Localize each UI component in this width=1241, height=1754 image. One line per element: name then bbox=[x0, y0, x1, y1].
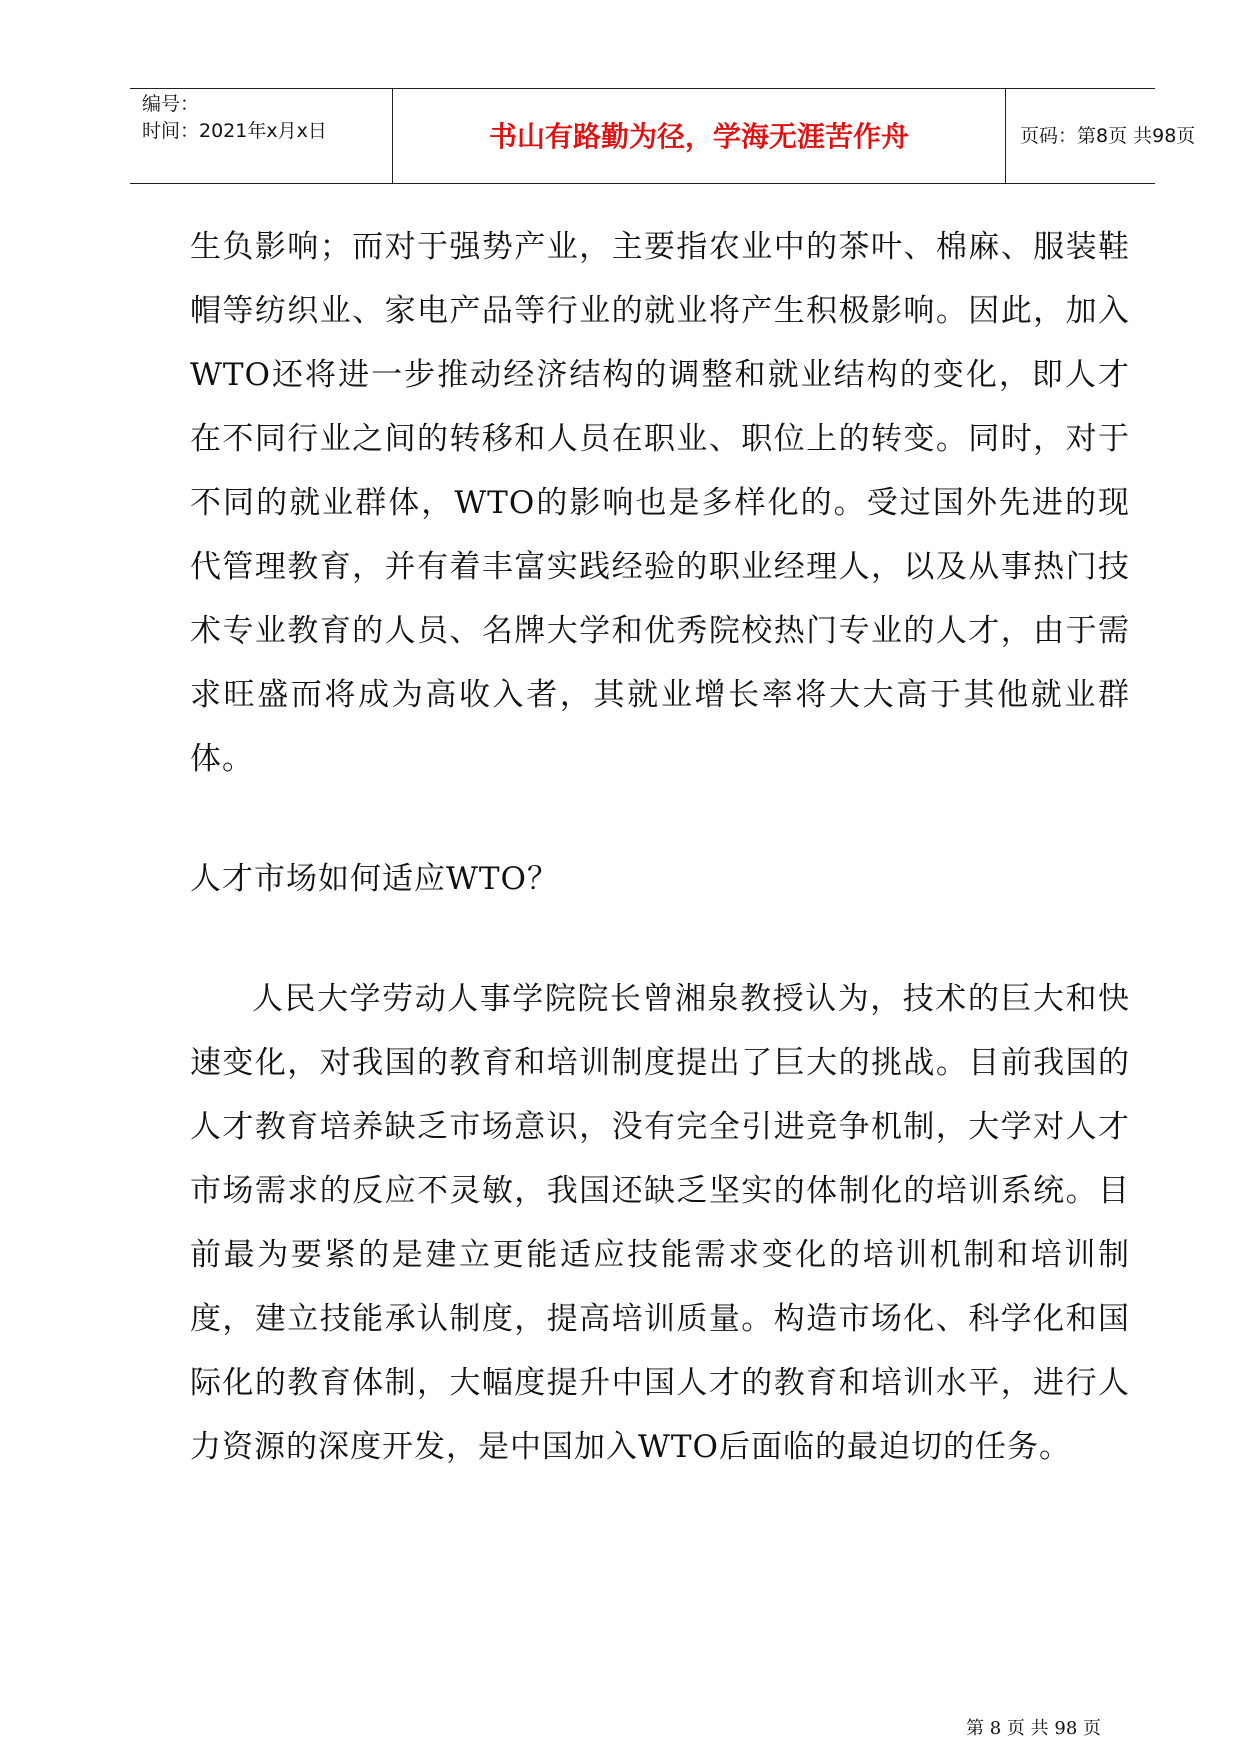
document-body bbox=[190, 215, 1130, 1479]
section-heading: 人才市场如何适应WTO？ bbox=[190, 861, 559, 897]
header-motto: 书山有路勤为径，学海无涯苦作舟 bbox=[488, 120, 909, 153]
header-meta-cell bbox=[130, 89, 392, 183]
page-header bbox=[130, 88, 1196, 184]
body-paragraph: 人民大学劳动人事学院院长曾湘泉教授认为，技术的巨大和快速变化，对我国的教育和培训制度提出了巨大的挑战。目前我国的人才教育培养缺乏市场意识，没有完全引进竞争机制，大学对人才市场需求的反应不灵敏，我国还缺乏坚实的体制化的培训系统。目前最为要紧的是建立更能适应技能需求变化的培训机制和培训制度，建立技能承认制度，提高培训质量。构造市场化、科学化和国际化的教育体制，大幅度提升中国人才的教育和培训水平，进行人力资源的深度开发，是中国加入WTO后面临的最迫切的任务。 bbox=[190, 981, 1130, 1465]
header-page-cell bbox=[1006, 89, 1196, 183]
document-number-label: 编号： bbox=[142, 93, 200, 115]
page-footer: 第 8 页 共 98 页 bbox=[966, 1718, 1101, 1739]
body-paragraph: 生负影响；而对于强势产业，主要指农业中的茶叶、棉麻、服装鞋帽等纺织业、家电产品等行业的就业将产生积极影响。因此，加入WTO还将进一步推动经济结构的调整和就业结构的变化，即人才在不同行业之间的转移和人员在职业、职位上的转变。同时，对于不同的就业群体，WTO的影响也是多样化的。受过国外先进的现代管理教育，并有着丰富实践经验的职业经理人，以及从事热门技术专业教育的人员、名牌大学和优秀院校热门专业的人才，由于需求旺盛而将成为高收入者，其就业增长率将大大高于其他就业群体。 bbox=[190, 229, 1130, 777]
document-time: 时间：2021年x月x日 bbox=[142, 120, 327, 142]
header-page-code: 页码：第8页 共98页 bbox=[1020, 125, 1196, 147]
header-motto-cell bbox=[392, 89, 1006, 183]
